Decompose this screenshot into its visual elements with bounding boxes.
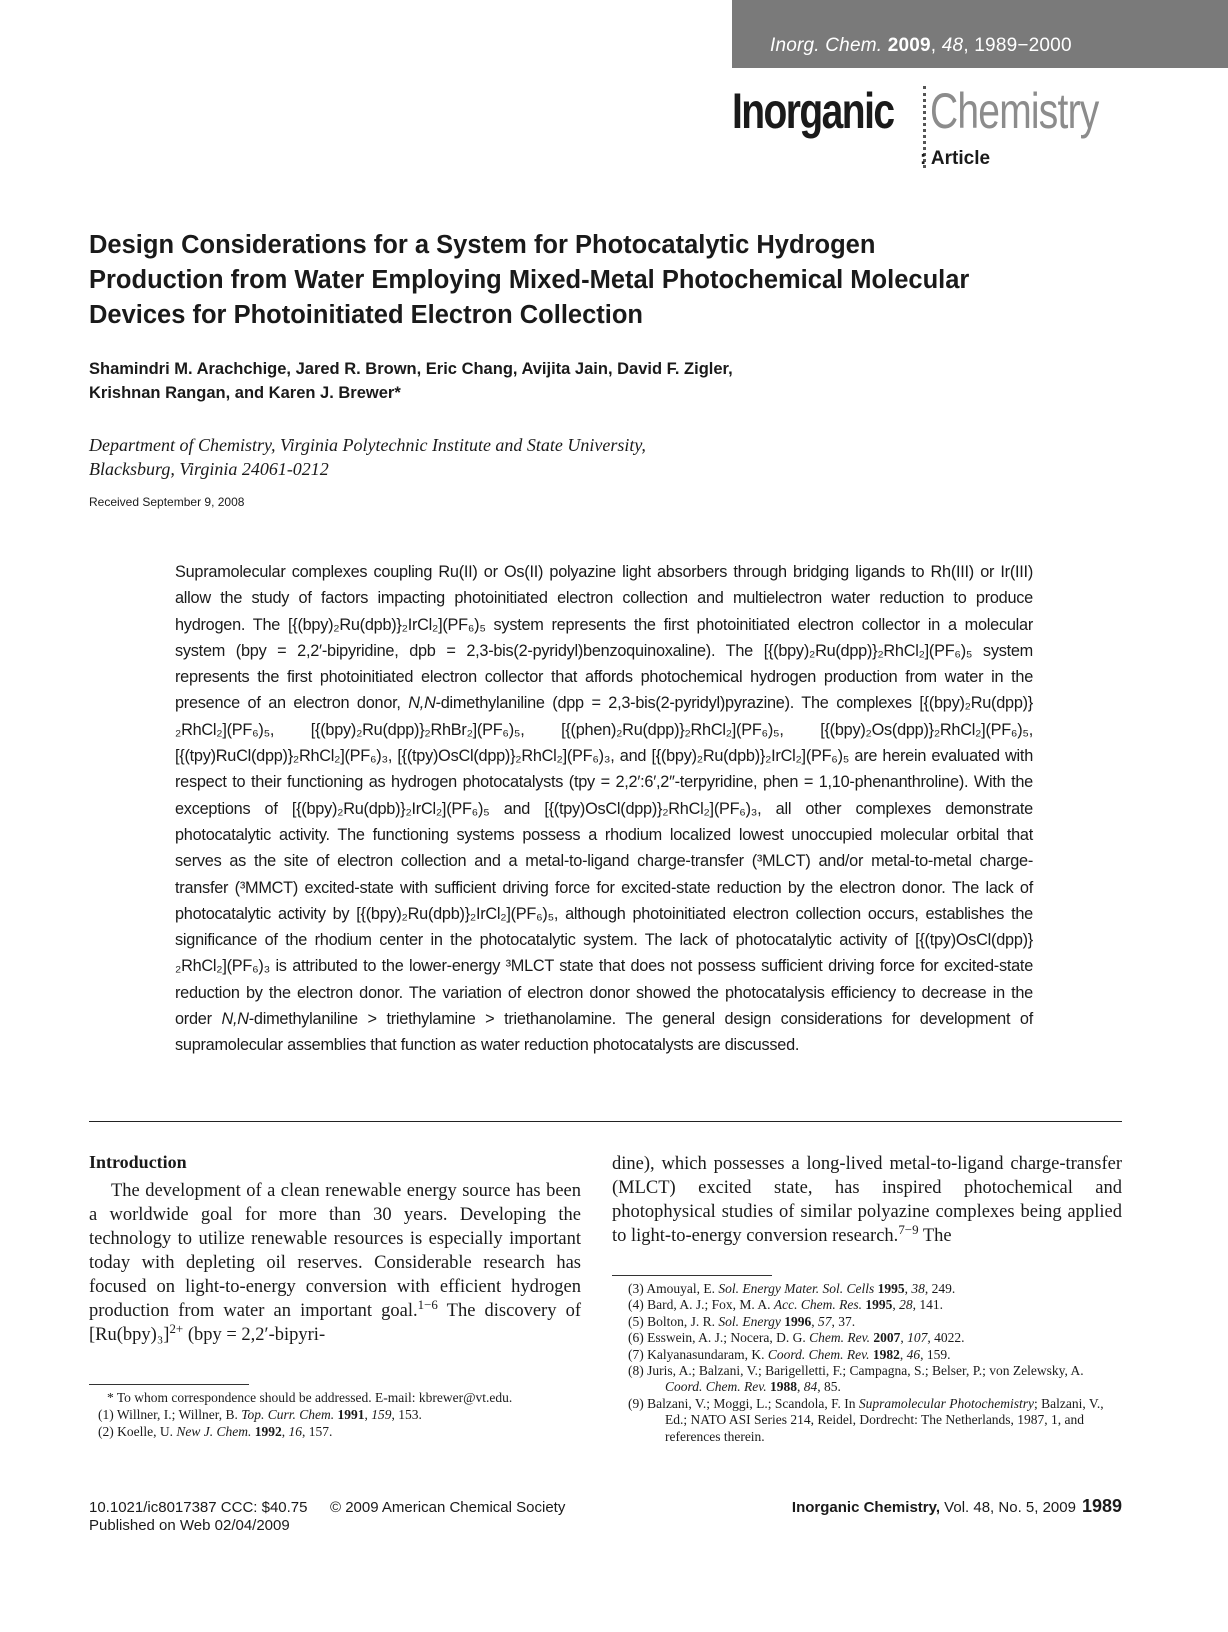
logo-chemistry: Chemistry xyxy=(930,83,1099,139)
intro-paragraph: The development of a clean renewable energy source has been a worldwide goal for more than 30 years. Developing the technology to utilize renewable resources is especially important today with depleting oil reserves. Considerable research has focused on light-to-energy conversion with efficient hydrogen production from water an important goal.$^{1-6}$ The discovery of $[Ru(bpy)_3]^{2+}$ (bpy = 2,2′-bipyri- xyxy=(89,1181,581,1345)
footnote-divider xyxy=(89,1384,249,1385)
abstract-divider xyxy=(89,1121,1122,1122)
title-line: Design Considerations for a System for Photocatalytic Hydrogen xyxy=(89,231,876,259)
logo-inorganic: Inorganic xyxy=(732,83,894,139)
paper-title xyxy=(89,228,989,333)
article-type-label: : Article xyxy=(920,148,991,169)
journal-footer: Inorganic Chemistry, Vol. 48, No. 5, 2009 1989 xyxy=(791,1496,1122,1516)
intro-column-right xyxy=(612,1152,1122,1248)
published-date: Published on Web 02/04/2009 xyxy=(89,1517,290,1534)
reference-item: (9) Balzani, V.; Moggi, L.; Scandola, F. In Supramolecular Photochemistry; Balzani, V., Ed.; NATO ASI Series 214, Reidel, Dordrecht: The Netherlands, 1987, 1, and references therein. xyxy=(628,1395,1104,1444)
reference-item: (7) Kalyanasundaram, K. Coord. Chem. Rev. 1982, 46, 159. xyxy=(628,1346,951,1362)
reference-item: (2) Koelle, U. New J. Chem. 1992, 16, 157. xyxy=(98,1424,333,1439)
affiliation-line: Blacksburg, Virginia 24061-0212 xyxy=(89,459,329,479)
received-date: Received September 9, 2008 xyxy=(89,495,245,509)
journal-citation: Inorg. Chem. 2009, 48, 1989−2000 xyxy=(770,35,1072,56)
journal-logo-chemistry-wrap xyxy=(930,82,1146,140)
footnotes-left xyxy=(89,1389,581,1440)
reference-item: (8) Juris, A.; Balzani, V.; Barigelletti, F.; Campagna, S.; Belser, P.; von Zelewsky, A. Coord. Chem. Rev. 1988, 84, 85. xyxy=(628,1363,1084,1395)
reference-item: (1) Willner, I.; Willner, B. Top. Curr. Chem. 1991, 159, 153. xyxy=(98,1407,422,1422)
authors-line: Krishnan Rangan, and Karen J. Brewer* xyxy=(89,384,401,402)
header-band xyxy=(732,0,1228,68)
title-line: Production from Water Employing Mixed-Metal Photochemical Molecular xyxy=(89,266,970,294)
intro-column-left xyxy=(89,1152,581,1347)
title-line: Devices for Photoinitiated Electron Collection xyxy=(89,301,644,329)
page-number: 1989 xyxy=(1081,1496,1122,1516)
author-list xyxy=(89,357,889,405)
authors-line: Shamindri M. Arachchige, Jared R. Brown, Eric Chang, Avijita Jain, David F. Zigler, xyxy=(89,360,733,378)
journal-logo xyxy=(732,82,939,140)
reference-item: (4) Bard, A. J.; Fox, M. A. Acc. Chem. Res. 1995, 28, 141. xyxy=(628,1297,943,1313)
affiliation xyxy=(89,433,889,481)
intro-paragraph-continued: dine), which possesses a long-lived metal-to-ligand charge-transfer (MLCT) excited state, has inspired photochemical and photophysical studies of similar polyazine complexes being applied to light-to-energy conversion research.$^{7-9}$ The xyxy=(612,1154,1122,1246)
reference-item: (5) Bolton, J. R. Sol. Energy 1996, 57, 37. xyxy=(628,1313,856,1329)
affiliation-line: Department of Chemistry, Virginia Polytechnic Institute and State University, xyxy=(89,435,646,455)
copyright: © 2009 American Chemical Society xyxy=(330,1499,566,1516)
section-heading: Introduction xyxy=(89,1152,187,1172)
doi-info xyxy=(89,1499,308,1535)
footnotes-right xyxy=(612,1281,1122,1445)
abstract: Supramolecular complexes coupling Ru(II) or Os(II) polyazine light absorbers through bridging ligands to Rh(III) or Ir(III) allow the study of factors impacting photoinitiated electron collection and multielectron water reduction to produce hydrogen. The [{(bpy)₂Ru(dpb)}₂IrCl₂](PF₆)₅ system represents the first photoinitiated electron collector in a molecular system (bpy = 2,2′-bipyridine, dpb = 2,3-bis(2-pyridyl)benzoquinoxaline). The [{(bpy)₂Ru(dpp)}₂RhCl₂](PF₆)₅ system represents the first photoinitiated electron collector that affords photochemical hydrogen production from water in the presence of an electron donor, N,N-dimethylaniline (dpp = 2,3-bis(2-pyridyl)pyrazine). The complexes [{(bpy)₂Ru(dpp)}₂RhCl₂](PF₆)₅, [{(bpy)₂Ru(dpp)}₂RhBr₂](PF₆)₅, [{(phen)₂Ru(dpp)}₂RhCl₂](PF₆)₅, [{(bpy)₂Os(dpp)}₂RhCl₂](PF₆)₅, [{(tpy)RuCl(dpp)}₂RhCl₂](PF₆)₃, [{(tpy)OsCl(dpp)}₂RhCl₂](PF₆)₃, and [{(bpy)₂Ru(dpb)}₂IrCl₂](PF₆)₅ are herein evaluated with respect to their functioning as hydrogen photocatalysts (tpy = 2,2′:6′,2″-terpyridine, phen = 1,10-phenanthroline). With the exceptions of [{(bpy)₂Ru(dpb)}₂IrCl₂](PF₆)₅ and [{(tpy)OsCl(dpp)}₂RhCl₂](PF₆)₃, all other complexes demonstrate photocatalytic activity. The functioning systems possess a rhodium localized lowest unoccupied molecular orbital that serves as the site of electron collection and a metal-to-ligand charge-transfer (³MLCT) and/or metal-to-metal charge-transfer (³MMCT) excited-state with sufficient driving force for excited-state reduction by the electron donor. The lack of photocatalytic activity by [{(bpy)₂Ru(dpb)}₂IrCl₂](PF₆)₅, although photoinitiated electron collection occurs, establishes the significance of the rhodium center in the photocatalytic system. The lack of photocatalytic activity of [{(tpy)OsCl(dpp)}₂RhCl₂](PF₆)₃ is attributed to the lower-energy ³MLCT state that does not possess sufficient driving force for excited-state reduction by the electron donor. The variation of electron donor showed the photocatalysis efficiency to decrease in the order N,N-dimethylaniline > triethylamine > triethanolamine. The general design considerations for development of supramolecular assemblies that function as water reduction photocatalysts are discussed. xyxy=(175,563,1033,1055)
correspondence-note: * To whom correspondence should be addressed. E-mail: kbrewer@vt.edu. xyxy=(107,1390,513,1405)
reference-item: (3) Amouyal, E. Sol. Energy Mater. Sol. Cells 1995, 38, 249. xyxy=(628,1281,956,1296)
footnote-divider xyxy=(612,1275,772,1276)
reference-item: (6) Esswein, A. J.; Nocera, D. G. Chem. Rev. 2007, 107, 4022. xyxy=(628,1330,965,1346)
doi-text: 10.1021/ic8017387 CCC: $40.75 xyxy=(89,1499,308,1516)
